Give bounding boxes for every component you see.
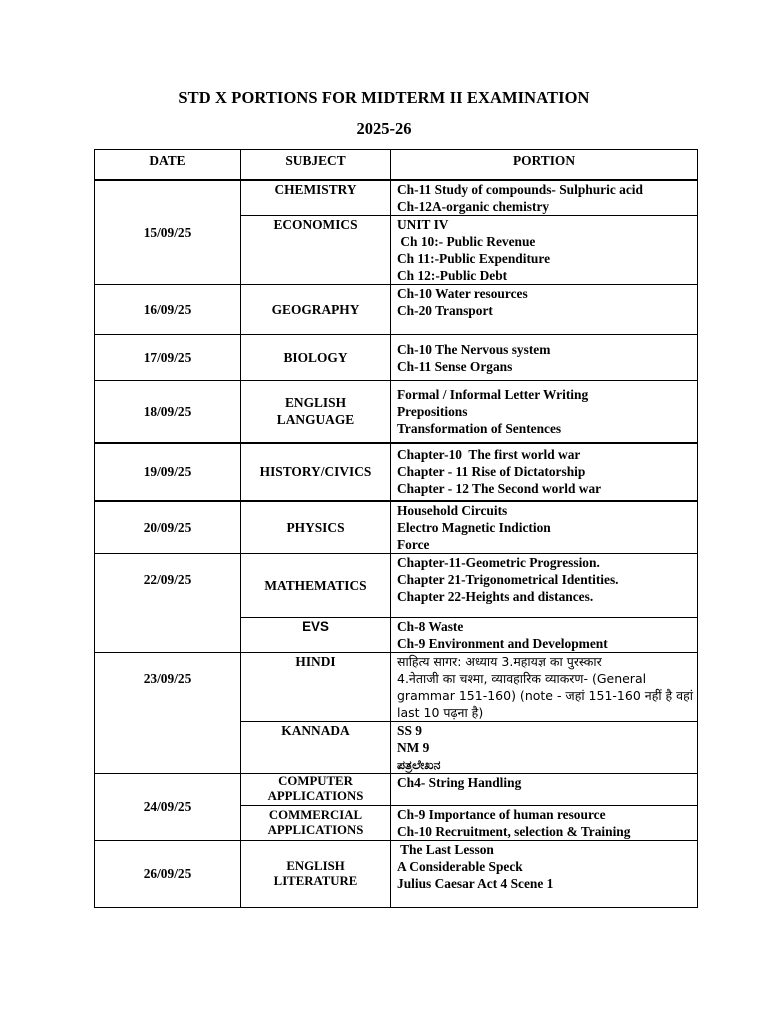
portion-line: Ch4- String Handling	[397, 774, 522, 790]
subject-name: APPLICATIONS	[267, 789, 364, 803]
subject-cell	[241, 216, 391, 285]
portion-line: last 10 पढ़ना है)	[397, 704, 484, 720]
portion-line: Ch-10 Recruitment, selection & Training	[397, 823, 631, 839]
subject-name: APPLICATIONS	[267, 822, 364, 837]
portion-line: Ch 10:- Public Revenue	[397, 234, 536, 249]
subject-name: LITERATURE	[273, 873, 358, 888]
portion-line: Julius Caesar Act 4 Scene 1	[397, 875, 554, 891]
portion-line: NM 9	[397, 739, 430, 755]
document-title: STD X PORTIONS FOR MIDTERM II EXAMINATION	[178, 88, 590, 107]
portion-cell	[391, 840, 698, 907]
table-row	[95, 840, 698, 907]
portion-line: Ch-9 Importance of human resource	[397, 806, 606, 822]
portion-line: Ch 11:-Public Expenditure	[397, 251, 551, 266]
subject-name: EVS	[302, 618, 329, 634]
portion-line: Ch-11 Sense Organs	[397, 358, 513, 374]
portion-line: ಪತ್ರಲೇಖನ	[397, 756, 441, 772]
portion-line: Electro Magnetic Indiction	[397, 519, 551, 535]
portion-cell	[391, 443, 698, 501]
subject-name: HINDI	[295, 653, 336, 669]
portion-line: The Last Lesson	[397, 841, 494, 857]
date-cell: 24/09/25	[95, 773, 241, 840]
portion-line: 4.नेताजी का चश्मा, व्यावहारिक व्याकरण- (General	[397, 670, 647, 686]
portion-cell	[391, 216, 698, 285]
portion-line: SS 9	[397, 722, 422, 738]
date-cell: 17/09/25	[95, 335, 241, 381]
portion-line: grammar 151-160) (note - जहां 151-160 नहीं है वहां	[397, 687, 693, 703]
subject-name: BIOLOGY	[283, 350, 348, 365]
portion-cell	[391, 773, 698, 805]
subject-name: CHEMISTRY	[274, 182, 357, 197]
portion-cell	[391, 721, 698, 773]
portion-line: Ch-9 Environment and Development	[397, 635, 608, 651]
portion-cell	[391, 501, 698, 554]
table-row	[95, 501, 698, 554]
portion-cell	[391, 285, 698, 335]
table-header-row	[95, 150, 698, 181]
date-cell: 19/09/25	[95, 443, 241, 501]
subject-cell	[241, 840, 391, 907]
header-portion: PORTION	[391, 150, 698, 181]
academic-year: 2025-26	[356, 119, 412, 138]
subject-cell	[241, 381, 391, 443]
table-row	[95, 285, 698, 335]
portion-line: Formal / Informal Letter Writing	[397, 386, 589, 402]
exam-portion-table	[94, 149, 698, 908]
subject-cell	[241, 443, 391, 501]
subject-name: KANNADA	[281, 722, 350, 738]
table-row	[95, 180, 698, 216]
date-cell: 26/09/25	[95, 840, 241, 907]
portion-line: Ch-10 Water resources	[397, 286, 528, 301]
portion-line: A Considerable Speck	[397, 858, 523, 874]
subject-cell	[241, 617, 391, 652]
subject-name: ENGLISH	[286, 858, 345, 873]
table-row	[95, 553, 698, 617]
table-row	[95, 381, 698, 443]
portion-line: Ch-12A-organic chemistry	[397, 199, 550, 214]
date-cell: 23/09/25	[95, 652, 241, 773]
portion-line: Ch-20 Transport	[397, 303, 493, 318]
portion-cell	[391, 180, 698, 216]
portion-line: Chapter - 11 Rise of Dictatorship	[397, 464, 586, 479]
date-cell: 22/09/25	[95, 553, 241, 652]
subject-name: ECONOMICS	[273, 217, 358, 232]
portion-line: Ch-8 Waste	[397, 618, 464, 634]
date-cell: 20/09/25	[95, 501, 241, 554]
table-row	[95, 443, 698, 501]
portion-line: साहित्य सागर: अध्याय 3.महायज्ञ का पुरस्कार	[397, 653, 602, 669]
portion-line: Chapter 22-Heights and distances.	[397, 588, 594, 604]
portion-cell	[391, 617, 698, 652]
subject-cell	[241, 721, 391, 773]
portion-cell	[391, 805, 698, 840]
portion-cell	[391, 381, 698, 443]
date-cell: 16/09/25	[95, 285, 241, 335]
header-subject: SUBJECT	[241, 150, 391, 181]
portion-line: Transformation of Sentences	[397, 420, 562, 436]
subject-cell	[241, 285, 391, 335]
header-date: DATE	[95, 150, 241, 181]
portion-line: Chapter-11-Geometric Progression.	[397, 554, 600, 570]
subject-name: HISTORY/CIVICS	[259, 464, 372, 479]
portion-line: Household Circuits	[397, 502, 508, 518]
subject-cell	[241, 805, 391, 840]
subject-name: LANGUAGE	[276, 412, 355, 428]
table-row	[95, 335, 698, 381]
subject-name: GEOGRAPHY	[271, 302, 360, 317]
portion-line: Ch-10 The Nervous system	[397, 341, 551, 357]
subject-name: MATHEMATICS	[264, 577, 367, 593]
subject-name: COMPUTER	[278, 774, 353, 788]
portion-line: UNIT IV	[397, 217, 449, 232]
portion-line: Prepositions	[397, 403, 468, 419]
table-row	[95, 773, 698, 805]
portion-line: Force	[397, 536, 430, 552]
portion-cell	[391, 553, 698, 617]
subject-name: ENGLISH	[284, 395, 347, 411]
subject-name: PHYSICS	[286, 519, 345, 535]
portion-cell	[391, 335, 698, 381]
portion-line: Chapter-10 The first world war	[397, 447, 581, 462]
portion-line: Ch-11 Study of compounds- Sulphuric acid	[397, 182, 643, 197]
date-cell: 18/09/25	[95, 381, 241, 443]
subject-cell	[241, 553, 391, 617]
subject-cell	[241, 335, 391, 381]
subject-cell	[241, 180, 391, 216]
portion-cell	[391, 652, 698, 721]
subject-cell	[241, 773, 391, 805]
portion-line: Chapter - 12 The Second world war	[397, 481, 602, 496]
subject-cell	[241, 501, 391, 554]
date-cell: 15/09/25	[95, 180, 241, 285]
subject-cell	[241, 652, 391, 721]
table-row	[95, 652, 698, 721]
subject-name: COMMERCIAL	[268, 807, 363, 822]
portion-line: Ch 12:-Public Debt	[397, 268, 508, 283]
portion-line: Chapter 21-Trigonometrical Identities.	[397, 571, 619, 587]
